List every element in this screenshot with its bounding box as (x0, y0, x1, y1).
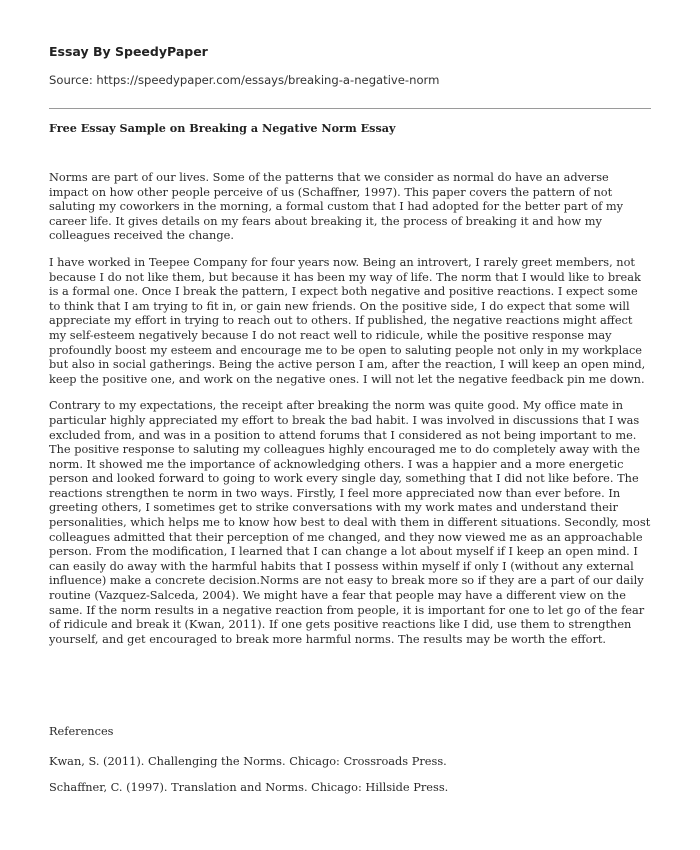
divider (49, 108, 651, 109)
reference-item: Kwan, S. (2011). Challenging the Norms. Chicago: Crossroads Press. (49, 754, 447, 768)
essay-body (49, 170, 651, 658)
paragraph: I have worked in Teepee Company for four years now. Being an introvert, I rarely greet members, not because I do not like them, but because it has been my way of life. The norm that I would like to break is a formal one. Once I break the pattern, I expect both negative and positive reactions. I expect some to think that I am trying to fit in, or gain new friends. On the positive side, I do expect that some will appreciate my effort in trying to reach out to others. If published, the negative reactions might affect my self-esteem negatively because I do not react well to ridicule, while the positive response may profoundly boost my esteem and encourage me to be open to saluting people not only in my workplace but also in social gatherings. Being the active person I am, after the reaction, I will keep an open mind, keep the positive one, and work on the negative ones. I will not let the negative feedback pin me down. (49, 254, 646, 386)
reference-item: Schaffner, C. (1997). Translation and Norms. Chicago: Hillside Press. (49, 780, 449, 794)
essay-title: Free Essay Sample on Breaking a Negative Norm Essay (49, 121, 396, 135)
source-line: Source: https://speedypaper.com/essays/breaking-a-negative-norm (49, 73, 440, 87)
paragraph: Contrary to my expectations, the receipt after breaking the norm was quite good. My office mate in particular highly appreciated my effort to break the bad habit. I was involved in discussions that I was excluded from, and was in a position to attend forums that I considered as not being important to me. The positive response to saluting my colleagues highly encouraged me to do completely away with the norm. It showed me the importance of acknowledging others. I was a happier and a more energetic person and looked forward to going to work every single day, something that I did not like before. The reactions strengthen te norm in two ways. Firstly, I feel more appreciated now than ever before. In greeting others, I sometimes get to strike conversations with my work mates and understand their personalities, which helps me to know how best to deal with them in different situations. Secondly, most colleagues admitted that their perception of me changed, and they now viewed me as an approachable person. From the modification, I learned that I can change a lot about myself if I keep an open mind. I can easily do away with the harmful habits that I possess within myself if only I (without any external influence) make a concrete decision.Norms are not easy to break more so if they are a part of our daily routine (Vazquez-Salceda, 2004). We might have a fear that people may have a different view on the same. If the norm results in a negative reaction from people, it is important for one to let go of the fear of ridicule and break it (Kwan, 2011). If one gets positive reactions like I did, use them to strengthen yourself, and get encouraged to break more harmful norms. The results may be worth the effort. (49, 398, 651, 646)
paragraph: Norms are part of our lives. Some of the patterns that we consider as normal do have an adverse impact on how other people perceive of us (Schaffner, 1997). This paper covers the pattern of not saluting my coworkers in the morning, a formal custom that I had adopted for the better part of my career life. It gives details on my fears about breaking it, the process of breaking it and how my colleagues received the change. (49, 170, 624, 243)
references-heading: References (49, 724, 114, 738)
header-title: Essay By SpeedyPaper (49, 44, 208, 59)
